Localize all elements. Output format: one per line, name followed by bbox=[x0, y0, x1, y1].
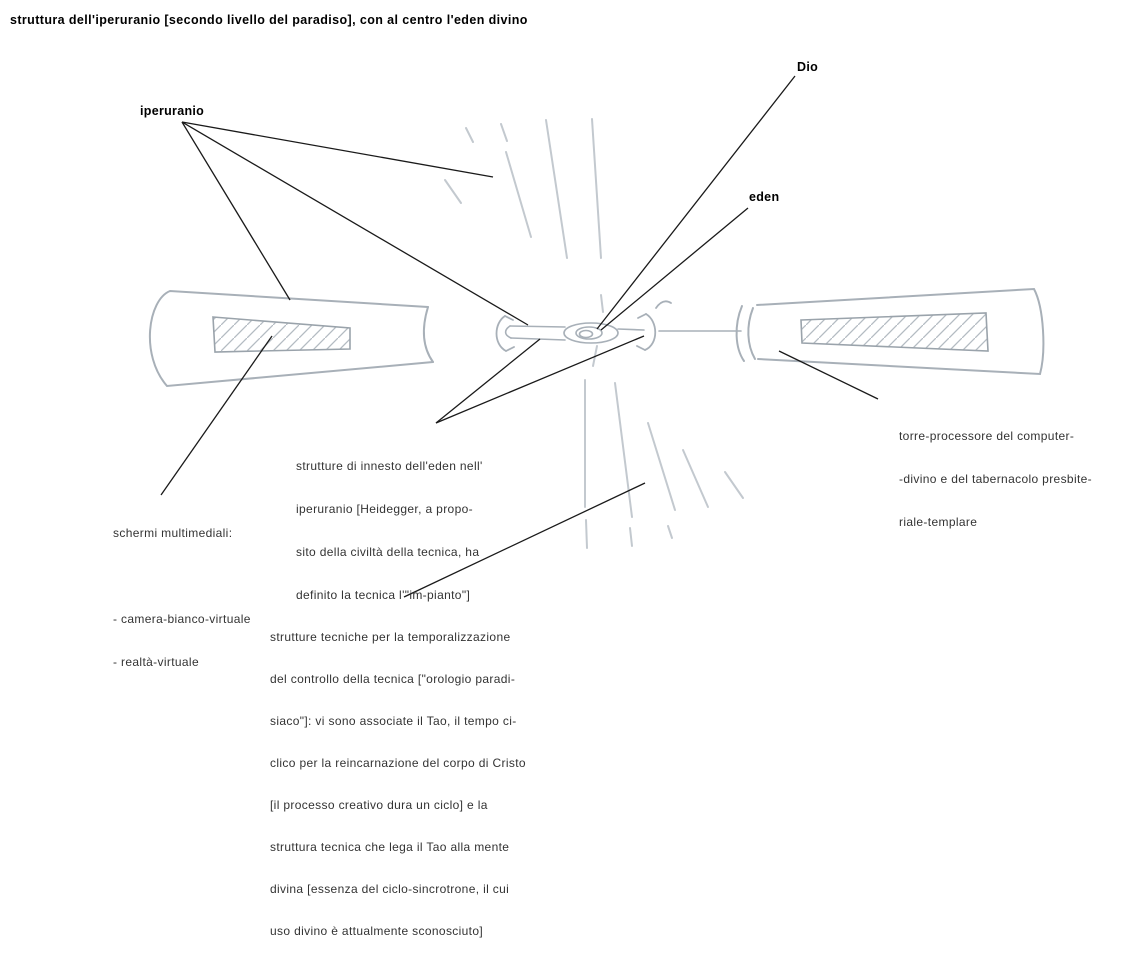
light-rays-top bbox=[445, 119, 603, 312]
annotation-schermi-line: - realtà-virtuale bbox=[113, 655, 199, 669]
annotation-temporalizzazione-line: uso divino è attualmente sconosciuto] bbox=[270, 924, 484, 938]
annotation-schermi-line bbox=[113, 569, 251, 584]
annotation-innesto-line: strutture di innesto dell'eden nell' bbox=[296, 459, 483, 473]
annotation-torre-line: torre-processore del computer- bbox=[899, 429, 1075, 443]
eden-core bbox=[564, 323, 618, 343]
annotation-temporalizzazione-line: struttura tecnica che lega il Tao alla mente bbox=[270, 840, 510, 854]
annotation-schermi-line: schermi multimediali: bbox=[113, 526, 233, 540]
graft-structure-right bbox=[637, 301, 671, 350]
pointer-innesto-left bbox=[436, 339, 540, 423]
pointer-iperuranio-3 bbox=[182, 122, 290, 300]
annotation-temporalizzazione-line: [il processo creativo dura un ciclo] e la bbox=[270, 798, 488, 812]
annotation-temporalizzazione-line: divina [essenza del ciclo-sincrotrone, il cui bbox=[270, 882, 510, 896]
annotation-innesto bbox=[296, 431, 483, 631]
central-axis bbox=[506, 326, 741, 340]
annotation-innesto-line: definito la tecnica l'"im-pianto"] bbox=[296, 588, 471, 602]
pointer-eden bbox=[601, 208, 748, 330]
annotation-schermi-line: - camera-bianco-virtuale bbox=[113, 612, 251, 626]
annotation-schermi bbox=[113, 498, 251, 698]
annotation-temporalizzazione-line: strutture tecniche per la temporalizzazione bbox=[270, 630, 511, 644]
page-title: struttura dell'iperuranio [secondo livello del paradiso], con al centro l'eden divino bbox=[10, 13, 528, 27]
pointer-torre bbox=[779, 351, 878, 399]
annotation-temporalizzazione-line: siaco"]: vi sono associate il Tao, il tempo ci- bbox=[270, 714, 517, 728]
label-eden: eden bbox=[749, 190, 780, 204]
pointer-innesto-right bbox=[436, 336, 644, 423]
light-rays-bottom bbox=[585, 346, 743, 548]
annotation-innesto-line: iperuranio [Heidegger, a propo- bbox=[296, 502, 473, 516]
annotation-temporalizzazione bbox=[270, 602, 526, 966]
annotation-torre bbox=[899, 401, 1092, 558]
annotation-torre-line: -divino e del tabernacolo presbite- bbox=[899, 472, 1093, 486]
annotation-temporalizzazione-line: del controllo della tecnica ["orologio paradi- bbox=[270, 672, 516, 686]
left-multimedia-screen bbox=[213, 317, 350, 352]
annotation-temporalizzazione-line: clico per la reincarnazione del corpo di Cristo bbox=[270, 756, 526, 770]
label-iperuranio: iperuranio bbox=[140, 104, 205, 118]
label-dio: Dio bbox=[797, 60, 819, 74]
right-multimedia-screen bbox=[801, 313, 988, 351]
annotation-torre-line: riale-templare bbox=[899, 515, 978, 529]
annotation-innesto-line: sito della civiltà della tecnica, ha bbox=[296, 545, 480, 559]
pointer-schermi bbox=[161, 336, 272, 495]
